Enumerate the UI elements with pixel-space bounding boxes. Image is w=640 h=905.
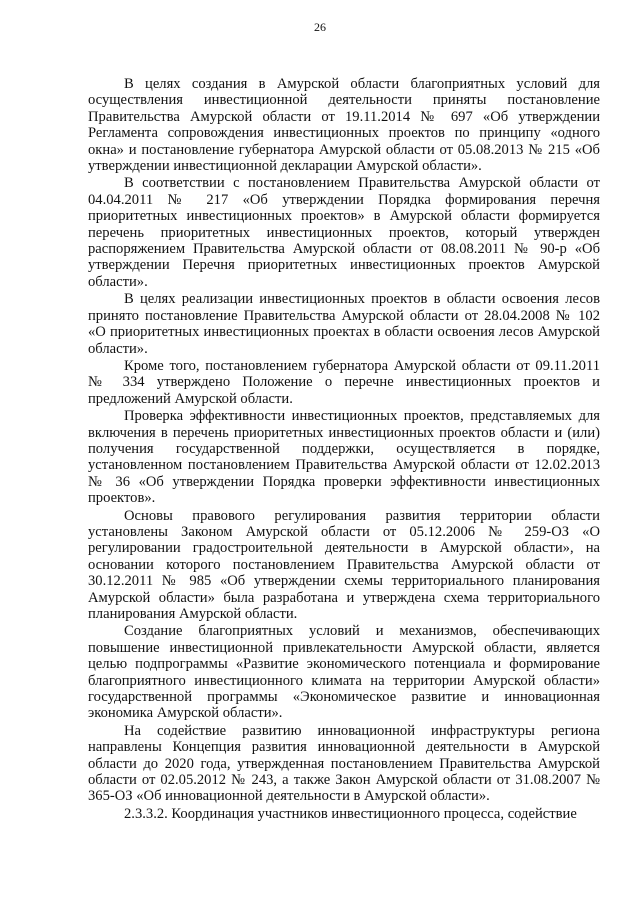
paragraph-innovation-infrastructure: На содействие развитию инновационной инфраструктуры региона направлены Концепция развития инновационной деятельности в Амурской области до 2020 года, утвержденная постановлением Правительства Амурской области от 02.05.2012 № 243, а также Закон Амурской области от 31.08.2007 № 365-ОЗ «Об инновационной деятельности в Амурской области». <box>88 722 600 805</box>
paragraph-subprogram-goal: Создание благоприятных условий и механизмов, обеспечивающих повышение инвестиционной привлекательности Амурской области, является целью подпрограммы «Развитие экономического потенциала и формирование благоприятного инвестиционного климата на территории Амурской области» государственной программы «Экономическое развитие и инновационная экономика Амурской области». <box>88 623 600 722</box>
section-heading-2-3-3-2: 2.3.3.2. Координация участников инвестиционного процесса, содействие <box>124 805 577 822</box>
paragraph-territorial-planning: Основы правового регулирования развития территории области установлены Законом Амурской области от 05.12.2006 № 259-ОЗ «О регулировании градостроительной деятельности в Амурской области», на основании которого постановлением Правительства Амурской области от 30.12.2011 № 985 «Об утверждении схемы территориального планирования Амурской области» была разработана и утверждена схема территориального планирования Амурской области. <box>88 507 600 622</box>
paragraph-efficiency-check: Проверка эффективности инвестиционных проектов, представляемых для включения в перечень приоритетных инвестиционных проектов области и (или) получения государственной поддержки, осуществляется в порядке, установленном постановлением Правительства Амурской области от 12.02.2013 № 36 «Об утверждении Порядка проверки эффективности инвестиционных проектов». <box>88 408 600 507</box>
paragraph-priority-projects-list: В соответствии с постановлением Правительства Амурской области от 04.04.2011 № 217 «Об утверждении Порядка формирования перечня приоритетных инвестиционных проектов» в Амурской области формируется перечень приоритетных инвестиционных проектов, который утвержден распоряжением Правительства Амурской области от 08.08.2011 № 90-р «Об утверждении Перечня приоритетных инвестиционных проектов Амурской области». <box>88 175 600 290</box>
paragraph-forest-projects: В целях реализации инвестиционных проектов в области освоения лесов принято постановление Правительства Амурской области от 28.04.2008 № 102 «О приоритетных инвестиционных проектах в области освоения лесов Амурской области». <box>88 291 600 357</box>
page-number: 26 <box>314 20 326 34</box>
paragraph-governor-decree: Кроме того, постановлением губернатора Амурской области от 09.11.2011 № 334 утверждено Положение о перечне инвестиционных проектов и предложений Амурской области. <box>88 357 600 407</box>
paragraph-investment-conditions: В целях создания в Амурской области благоприятных условий для осуществления инвестиционной деятельности приняты постановление Правительства Амурской области от 19.11.2014 № 697 «Об утверждении Регламента сопровождения инвестиционных проектов по принципу «одного окна» и постановление губернатора Амурской области от 05.08.2013 № 215 «Об утверждении инвестиционной декларации Амурской области». <box>88 76 600 175</box>
document-body <box>88 76 600 822</box>
